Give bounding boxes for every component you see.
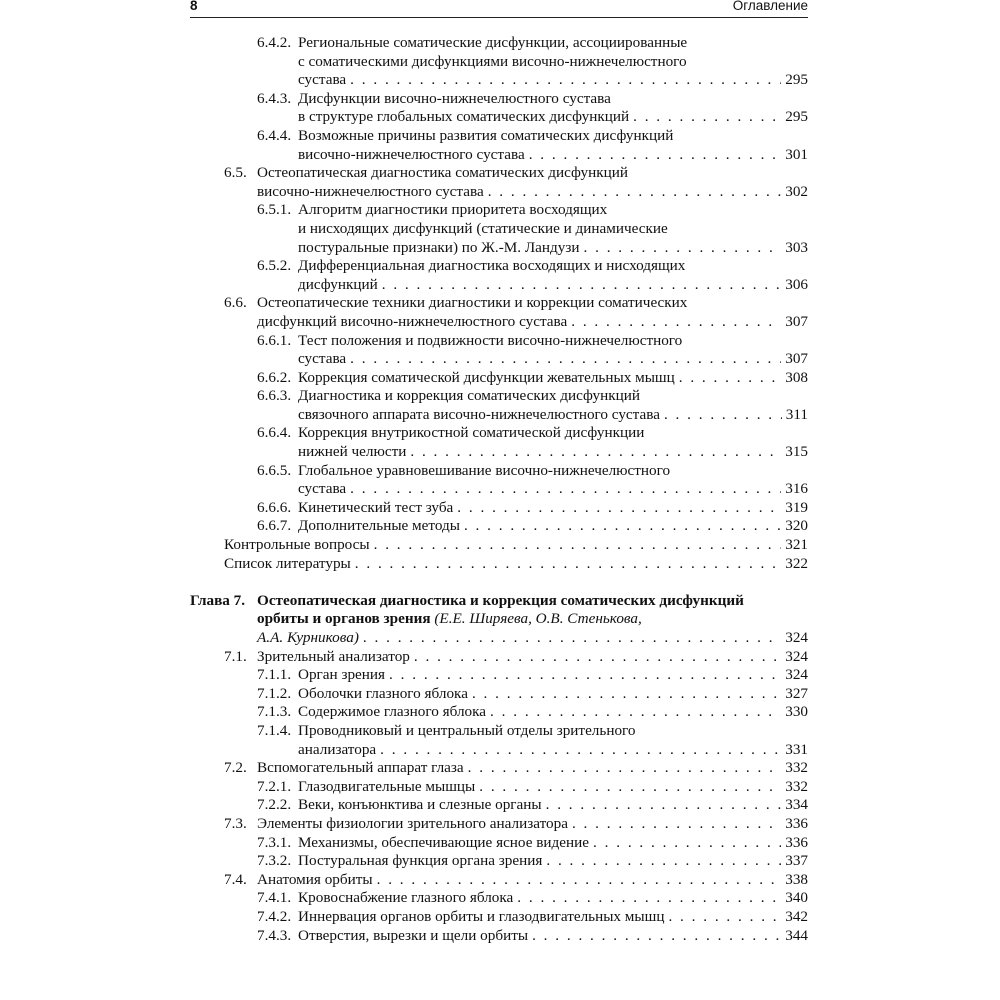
dot-leader (380, 741, 781, 760)
toc-line (0, 164, 1000, 183)
entry-number: 7.4.3. (257, 926, 292, 944)
toc-entry (0, 852, 1000, 871)
toc-line (0, 276, 1000, 295)
toc-line (0, 387, 1000, 406)
entry-number: 7.1.1. (257, 666, 292, 684)
toc-line (0, 592, 1000, 611)
dot-leader (633, 108, 781, 127)
entry-leader-line (298, 685, 808, 704)
toc-entry (0, 908, 1000, 927)
entry-leader-line (298, 276, 808, 295)
page-ref: 324 (785, 666, 808, 684)
page-ref: 316 (785, 480, 808, 498)
toc-entry (0, 424, 1000, 461)
toc-line (0, 759, 1000, 778)
toc-entry (0, 834, 1000, 853)
toc-line (0, 424, 1000, 443)
toc-line (0, 294, 1000, 313)
toc-line (0, 852, 1000, 871)
toc-entry (0, 462, 1000, 499)
page-ref: 332 (785, 759, 808, 777)
entry-title-line: Алгоритм диагностики приоритета восходящих (298, 201, 608, 219)
entry-title-line: Вспомогательный аппарат глаза (257, 759, 464, 777)
toc-line (0, 239, 1000, 258)
toc-line (0, 369, 1000, 388)
entry-title-line: Дисфункции височно-нижнечелюстного сустава (298, 89, 611, 107)
page-ref: 336 (785, 814, 808, 832)
running-title: Оглавление (732, 0, 808, 13)
toc-entry (0, 648, 1000, 667)
page-ref: 337 (785, 852, 808, 870)
dot-leader (571, 313, 781, 332)
entry-title-line: Коррекция внутрикостной соматической дисфункции (298, 424, 645, 442)
toc-line (0, 815, 1000, 834)
entry-title-line: височно-нижнечелюстного сустава (257, 182, 484, 200)
entry-number: 6.5.1. (257, 201, 292, 219)
entry-title-line: в структуре глобальных соматических дисфункций (298, 108, 630, 126)
toc-line (0, 53, 1000, 72)
entry-number: 6.6.7. (257, 517, 292, 535)
toc-line (0, 350, 1000, 369)
entry-title-line: нижней челюсти (298, 443, 407, 461)
entry-leader-line (257, 313, 808, 332)
entry-number: 7.1.3. (257, 703, 292, 721)
dot-leader (374, 536, 782, 555)
entry-leader-line (298, 889, 808, 908)
table-of-contents (0, 34, 1000, 945)
entry-leader-line (257, 815, 808, 834)
page-ref: 320 (785, 517, 808, 535)
entry-number: 7.4. (224, 870, 247, 888)
toc-line (0, 220, 1000, 239)
page-ref: 295 (785, 108, 808, 126)
entry-title-line: связочного аппарата височно-нижнечелюстного сустава (298, 405, 660, 423)
dot-leader (488, 183, 782, 202)
entry-leader-line (224, 555, 808, 574)
page-ref: 332 (785, 777, 808, 795)
toc-line (0, 257, 1000, 276)
entry-number: 6.6.1. (257, 331, 292, 349)
dot-leader (490, 703, 781, 722)
entry-title-line: сустава (298, 71, 347, 89)
page-ref: 302 (785, 182, 808, 200)
entry-leader-line (298, 146, 808, 165)
toc-line (0, 908, 1000, 927)
dot-leader (664, 406, 782, 425)
dot-leader (355, 555, 781, 574)
toc-entry (0, 536, 1000, 555)
entry-leader-line (298, 369, 808, 388)
entry-title-line: Список литературы (224, 554, 351, 572)
entry-title-line: орбиты и органов зрения (257, 610, 431, 628)
entry-title-line: Глобальное уравновешивание височно-нижнечелюстного (298, 461, 671, 479)
page-ref: 344 (785, 926, 808, 944)
entry-number: 7.2.1. (257, 777, 292, 795)
toc-line (0, 480, 1000, 499)
entry-leader-line (298, 666, 808, 685)
entry-number: 7.4.1. (257, 889, 292, 907)
entry-leader-line (298, 499, 808, 518)
toc-entry (0, 332, 1000, 369)
toc-line (0, 555, 1000, 574)
entry-number: 7.3.1. (257, 833, 292, 851)
entry-title-line: Кровоснабжение глазного яблока (298, 889, 514, 907)
toc-line (0, 722, 1000, 741)
entry-title-line: дисфункций (298, 275, 378, 293)
toc-entry (0, 387, 1000, 424)
toc-entry (0, 127, 1000, 164)
toc-entry (0, 871, 1000, 890)
toc-line (0, 834, 1000, 853)
page-ref: 330 (785, 703, 808, 721)
page-ref: 331 (785, 740, 808, 758)
toc-line (0, 146, 1000, 165)
page-ref: 303 (785, 238, 808, 256)
toc-line (0, 462, 1000, 481)
entry-leader-line (298, 834, 808, 853)
entry-leader-line (298, 108, 808, 127)
toc-line (0, 201, 1000, 220)
toc-entry (0, 34, 1000, 90)
entry-number: 7.1.4. (257, 721, 292, 739)
entry-title-line: Оболочки глазного яблока (298, 684, 468, 702)
page-ref: 336 (785, 833, 808, 851)
page-ref: 342 (785, 907, 808, 925)
dot-leader (350, 71, 781, 90)
entry-title-line: Зрительный анализатор (257, 647, 410, 665)
entry-title-line: Веки, конъюнктива и слезные органы (298, 796, 542, 814)
toc-entry (0, 499, 1000, 518)
entry-title-line: Диагностика и коррекция соматических дисфункций (298, 387, 641, 405)
toc-entry (0, 815, 1000, 834)
page-ref: 301 (785, 145, 808, 163)
header-rule (190, 17, 808, 18)
page-ref: 319 (785, 498, 808, 516)
page-ref: 322 (785, 554, 808, 572)
page-ref: 311 (785, 405, 808, 423)
entry-title-line: Остеопатическая диагностика соматических дисфункций (257, 164, 628, 182)
dot-leader (464, 517, 781, 536)
entry-title-line: Контрольные вопросы (224, 536, 370, 554)
dot-leader (377, 871, 782, 890)
entry-title-line: Дополнительные методы (298, 517, 460, 535)
toc-line (0, 685, 1000, 704)
entry-leader-line (298, 778, 808, 797)
toc-entry (0, 796, 1000, 815)
toc-entry (0, 703, 1000, 722)
dot-leader (350, 350, 781, 369)
toc-line (0, 34, 1000, 53)
toc-line (0, 313, 1000, 332)
dot-leader (468, 759, 782, 778)
toc-line (0, 889, 1000, 908)
toc-line (0, 108, 1000, 127)
entry-leader-line (298, 443, 808, 462)
dot-leader (517, 889, 781, 908)
entry-number: 6.6.6. (257, 498, 292, 516)
entry-title-line: постуральные признаки) по Ж.-М. Ландузи (298, 238, 580, 256)
dot-leader (529, 146, 782, 165)
entry-title-line: Проводниковый и центральный отделы зрительного (298, 721, 636, 739)
toc-line (0, 610, 1000, 629)
page-ref: 334 (785, 796, 808, 814)
entry-title-line: Остеопатические техники диагностики и коррекции соматических (257, 294, 688, 312)
toc-entry (0, 369, 1000, 388)
entry-title-line: Иннервация органов орбиты и глазодвигательных мышц (298, 907, 665, 925)
entry-leader-line (298, 908, 808, 927)
toc-entry (0, 927, 1000, 946)
entry-number: 6.6.4. (257, 424, 292, 442)
toc-line (0, 536, 1000, 555)
toc-line (0, 406, 1000, 425)
toc-entry (0, 164, 1000, 201)
toc-line (0, 332, 1000, 351)
entry-title-line: сустава (298, 480, 347, 498)
entry-leader-line (298, 703, 808, 722)
page-ref: 340 (785, 889, 808, 907)
entry-title-line: Содержимое глазного яблока (298, 703, 487, 721)
page-ref: 295 (785, 71, 808, 89)
page-ref: 307 (785, 312, 808, 330)
dot-leader (389, 666, 781, 685)
toc-entry (0, 722, 1000, 759)
entry-title-line: Тест положения и подвижности височно-нижнечелюстного (298, 331, 683, 349)
toc-line (0, 71, 1000, 90)
entry-title-line: Глазодвигательные мышцы (298, 777, 476, 795)
toc-line (0, 127, 1000, 146)
entry-title-line: и нисходящих дисфункций (статические и динамические (298, 219, 668, 237)
entry-title-line: Отверстия, вырезки и щели орбиты (298, 926, 529, 944)
entry-leader-line (298, 852, 808, 871)
page-ref: 324 (785, 647, 808, 665)
entry-leader-line (257, 629, 808, 648)
toc-line (0, 629, 1000, 648)
entry-leader-line (257, 759, 808, 778)
page-ref: 324 (785, 629, 808, 646)
dot-leader (668, 908, 781, 927)
toc-line (0, 703, 1000, 722)
entry-title-line: Возможные причины развития соматических дисфункций (298, 126, 674, 144)
entry-title-line: Коррекция соматической дисфункции жевательных мышц (298, 368, 675, 386)
entry-title-line: дисфункций височно-нижнечелюстного сустава (257, 312, 568, 330)
entry-number: 6.5. (224, 164, 247, 182)
entry-number: 7.2. (224, 759, 247, 777)
toc-line (0, 927, 1000, 946)
entry-leader-line (298, 741, 808, 760)
page-ref: 338 (785, 870, 808, 888)
entry-number: 6.4.4. (257, 126, 292, 144)
entry-title-line: с соматическими дисфункциями височно-нижнечелюстного (298, 52, 687, 70)
dot-leader (679, 369, 782, 388)
entry-number: 7.2.2. (257, 796, 292, 814)
entry-title-line: Орган зрения (298, 666, 386, 684)
toc-entry (0, 666, 1000, 685)
toc-entry (0, 201, 1000, 257)
dot-leader (363, 629, 781, 648)
toc-line (0, 741, 1000, 760)
dot-leader (350, 480, 781, 499)
entry-leader-line (298, 796, 808, 815)
toc-entry (0, 90, 1000, 127)
toc-line (0, 183, 1000, 202)
page-header (190, 0, 808, 16)
dot-leader (593, 834, 781, 853)
chapter-authors-wrap (257, 610, 642, 629)
entry-title-line: височно-нижнечелюстного сустава (298, 145, 525, 163)
entry-title-line: Дифференциальная диагностика восходящих и нисходящих (298, 257, 686, 275)
entry-number: 6.6.5. (257, 461, 292, 479)
toc-entry (0, 685, 1000, 704)
entry-leader-line (298, 71, 808, 90)
entry-number: 7.3. (224, 814, 247, 832)
entry-leader-line (257, 871, 808, 890)
dot-leader (532, 927, 781, 946)
toc-entry (0, 759, 1000, 778)
page-ref: 327 (785, 684, 808, 702)
entry-leader-line (298, 406, 808, 425)
toc-line (0, 443, 1000, 462)
toc-entry (0, 294, 1000, 331)
toc-line (0, 517, 1000, 536)
chapter-authors: (Е.Е. Ширяева, О.В. Стенькова, (434, 610, 642, 628)
entry-leader-line (298, 517, 808, 536)
page-ref: 308 (785, 368, 808, 386)
dot-leader (382, 276, 781, 295)
toc-entry (0, 778, 1000, 797)
entry-number: 7.4.2. (257, 907, 292, 925)
entry-title-line: Механизмы, обеспечивающие ясное видение (298, 833, 590, 851)
dot-leader (414, 648, 781, 667)
entry-number: Глава 7. (190, 591, 246, 609)
entry-leader-line (298, 350, 808, 369)
entry-number: 6.6. (224, 294, 247, 312)
dot-leader (479, 778, 781, 797)
toc-entry (0, 517, 1000, 536)
entry-title-line: Остеопатическая диагностика и коррекция соматических дисфункций (257, 591, 744, 609)
entry-number: 6.6.2. (257, 368, 292, 386)
dot-leader (572, 815, 781, 834)
entry-number: 6.4.2. (257, 34, 292, 51)
entry-number: 7.1. (224, 647, 247, 665)
entry-title-line: Кинетический тест зуба (298, 498, 454, 516)
chapter-entry (0, 592, 1000, 648)
entry-leader-line (298, 480, 808, 499)
toc-entry (0, 555, 1000, 574)
entry-title-line: Анатомия орбиты (257, 870, 373, 888)
entry-title-line: Региональные соматические дисфункции, ассоциированные (298, 34, 688, 51)
entry-number: 6.6.3. (257, 387, 292, 405)
toc-entry (0, 889, 1000, 908)
entry-title-line: А.А. Курникова) (257, 629, 359, 646)
toc-line (0, 666, 1000, 685)
page-ref: 321 (785, 536, 808, 554)
entry-leader-line (298, 239, 808, 258)
page-ref: 315 (785, 443, 808, 461)
entry-number: 7.3.2. (257, 852, 292, 870)
toc-line (0, 90, 1000, 109)
dot-leader (584, 239, 782, 258)
entry-number: 7.1.2. (257, 684, 292, 702)
page-number: 8 (190, 0, 198, 13)
entry-number: 6.4.3. (257, 89, 292, 107)
dot-leader (457, 499, 781, 518)
toc-line (0, 796, 1000, 815)
entry-title-line: сустава (298, 350, 347, 368)
toc-line (0, 648, 1000, 667)
entry-title-line: Постуральная функция органа зрения (298, 852, 543, 870)
entry-leader-line (257, 648, 808, 667)
toc-entry (0, 257, 1000, 294)
toc-line (0, 871, 1000, 890)
toc-line (0, 778, 1000, 797)
entry-leader-line (257, 183, 808, 202)
dot-leader (546, 852, 781, 871)
entry-title-line: Элементы физиологии зрительного анализатора (257, 814, 568, 832)
dot-leader (410, 443, 781, 462)
page-ref: 307 (785, 350, 808, 368)
entry-title-line: анализатора (298, 740, 377, 758)
entry-leader-line (298, 927, 808, 946)
entry-number: 6.5.2. (257, 257, 292, 275)
page-ref: 306 (785, 275, 808, 293)
dot-leader (472, 685, 781, 704)
dot-leader (546, 796, 782, 815)
entry-leader-line (224, 536, 808, 555)
toc-line (0, 499, 1000, 518)
